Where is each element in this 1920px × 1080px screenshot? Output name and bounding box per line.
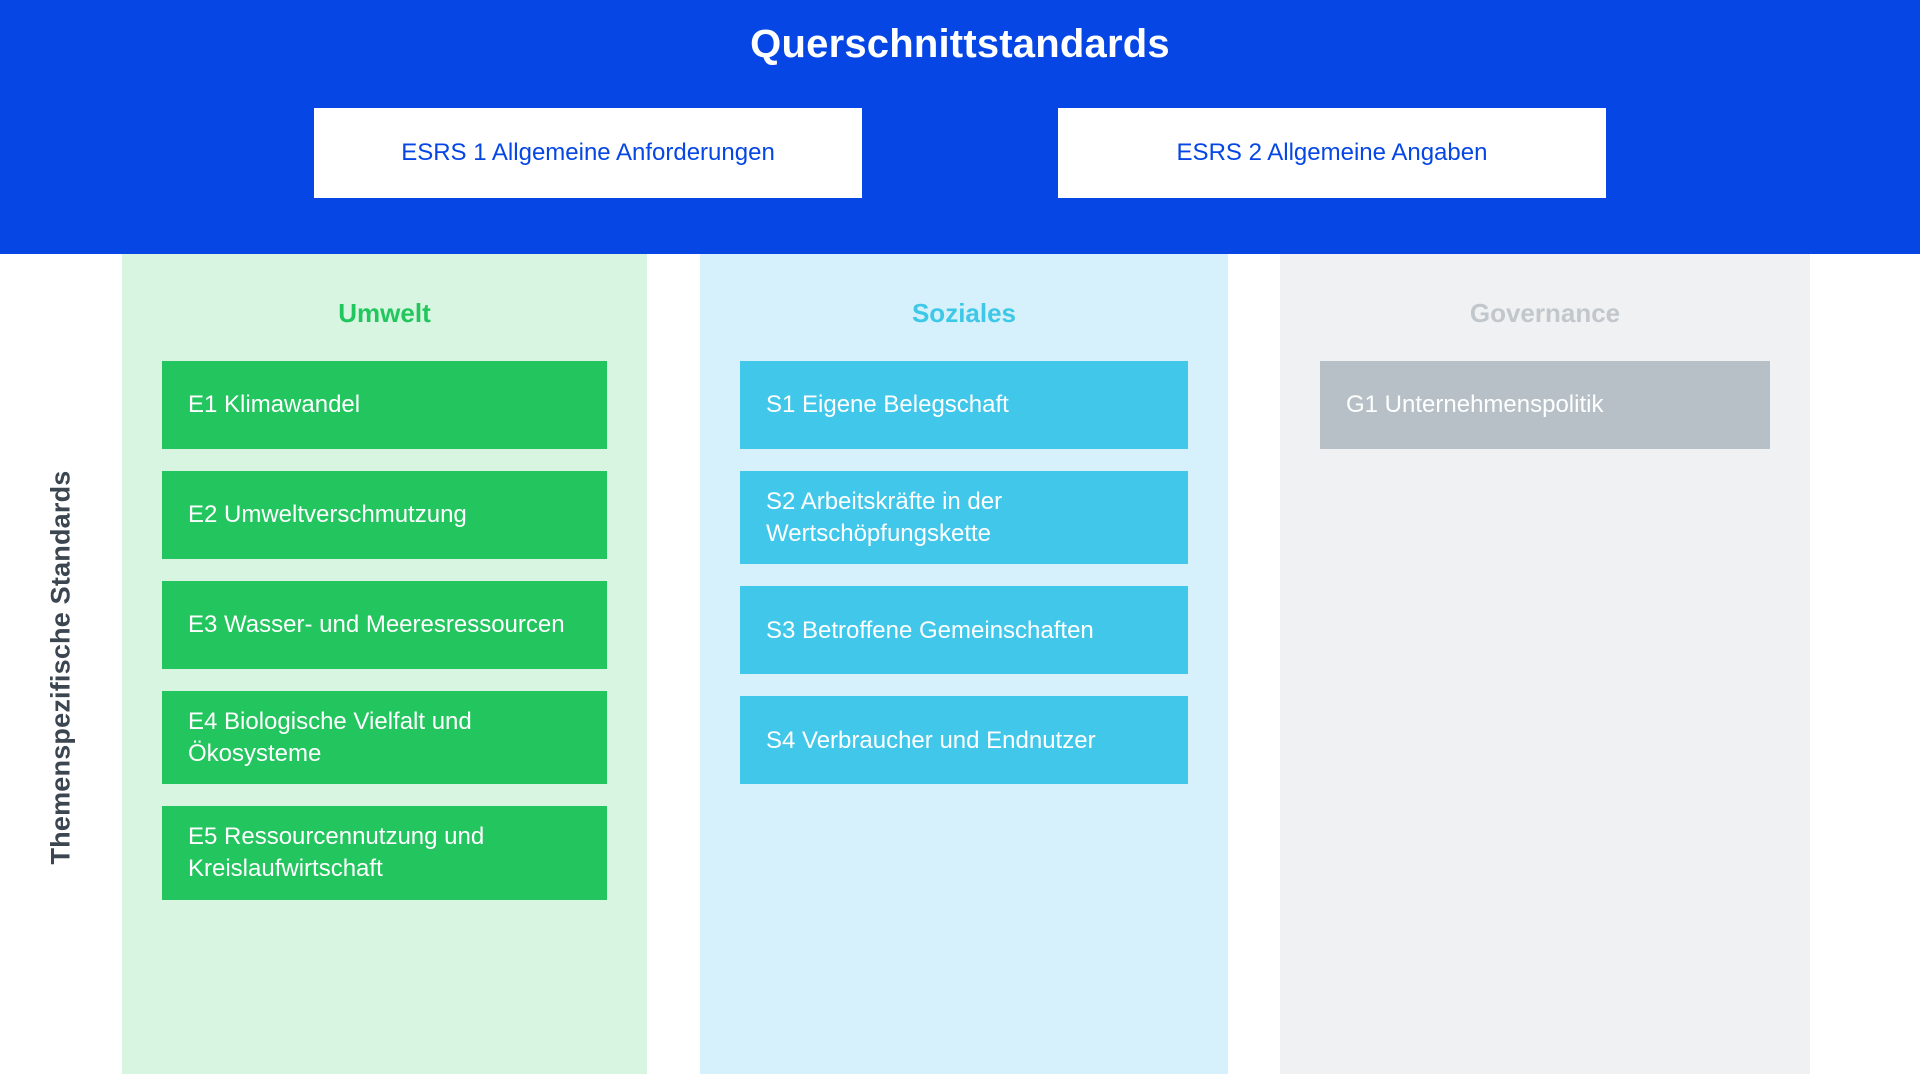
esrs-1-label: ESRS 1 Allgemeine Anforderungen: [401, 139, 775, 166]
column-environment: [122, 254, 647, 1074]
topical-standards-label: Themenspezifische Standards: [45, 469, 76, 865]
standard-item-e4[interactable]: [162, 691, 607, 784]
standard-label-e3: E3 Wasser- und Meeresressourcen: [188, 611, 565, 639]
standard-label-e2: E2 Umweltverschmutzung: [188, 501, 467, 529]
standard-label-e1: E1 Klimawandel: [188, 391, 361, 419]
topical-columns: [122, 254, 1920, 1080]
esrs-1-card[interactable]: [314, 108, 862, 198]
crosscutting-title: Querschnittstandards: [750, 22, 1170, 66]
standard-label-e4: E4 Biologische Vielfalt und Ökosysteme: [188, 708, 472, 767]
standard-item-s4[interactable]: [740, 696, 1188, 784]
standard-item-s3[interactable]: [740, 586, 1188, 674]
column-social: [700, 254, 1228, 1074]
column-governance: [1280, 254, 1810, 1074]
standard-item-g1[interactable]: [1320, 361, 1770, 449]
crosscutting-standards-section: [0, 0, 1920, 254]
standard-item-s1[interactable]: [740, 361, 1188, 449]
esrs-2-card[interactable]: [1058, 108, 1606, 198]
standard-label-e5: E5 Ressourcennutzung und Kreislaufwirtschaft: [188, 823, 485, 883]
side-label-container: [0, 254, 122, 1080]
standard-item-e5[interactable]: [162, 806, 607, 899]
topical-standards-section: [0, 254, 1920, 1080]
column-title-environment: Umwelt: [338, 298, 431, 328]
standard-item-e3[interactable]: [162, 581, 607, 669]
standard-item-e1[interactable]: [162, 361, 607, 449]
standard-label-s1: S1 Eigene Belegschaft: [766, 391, 1009, 419]
column-title-social: Soziales: [911, 298, 1017, 328]
column-title-governance: Governance: [1469, 298, 1621, 328]
standard-label-g1: G1 Unternehmenspolitik: [1346, 391, 1604, 419]
standard-item-s2[interactable]: [740, 471, 1188, 564]
standard-label-s3: S3 Betroffene Gemeinschaften: [766, 616, 1094, 644]
standard-label-s2: S2 Arbeitskräfte in der Wertschöpfungskette: [766, 488, 1003, 547]
esrs-2-label: ESRS 2 Allgemeine Angaben: [1176, 139, 1488, 166]
crosscutting-cards: [0, 108, 1920, 198]
standard-item-e2[interactable]: [162, 471, 607, 559]
standard-label-s4: S4 Verbraucher und Endnutzer: [766, 726, 1096, 754]
